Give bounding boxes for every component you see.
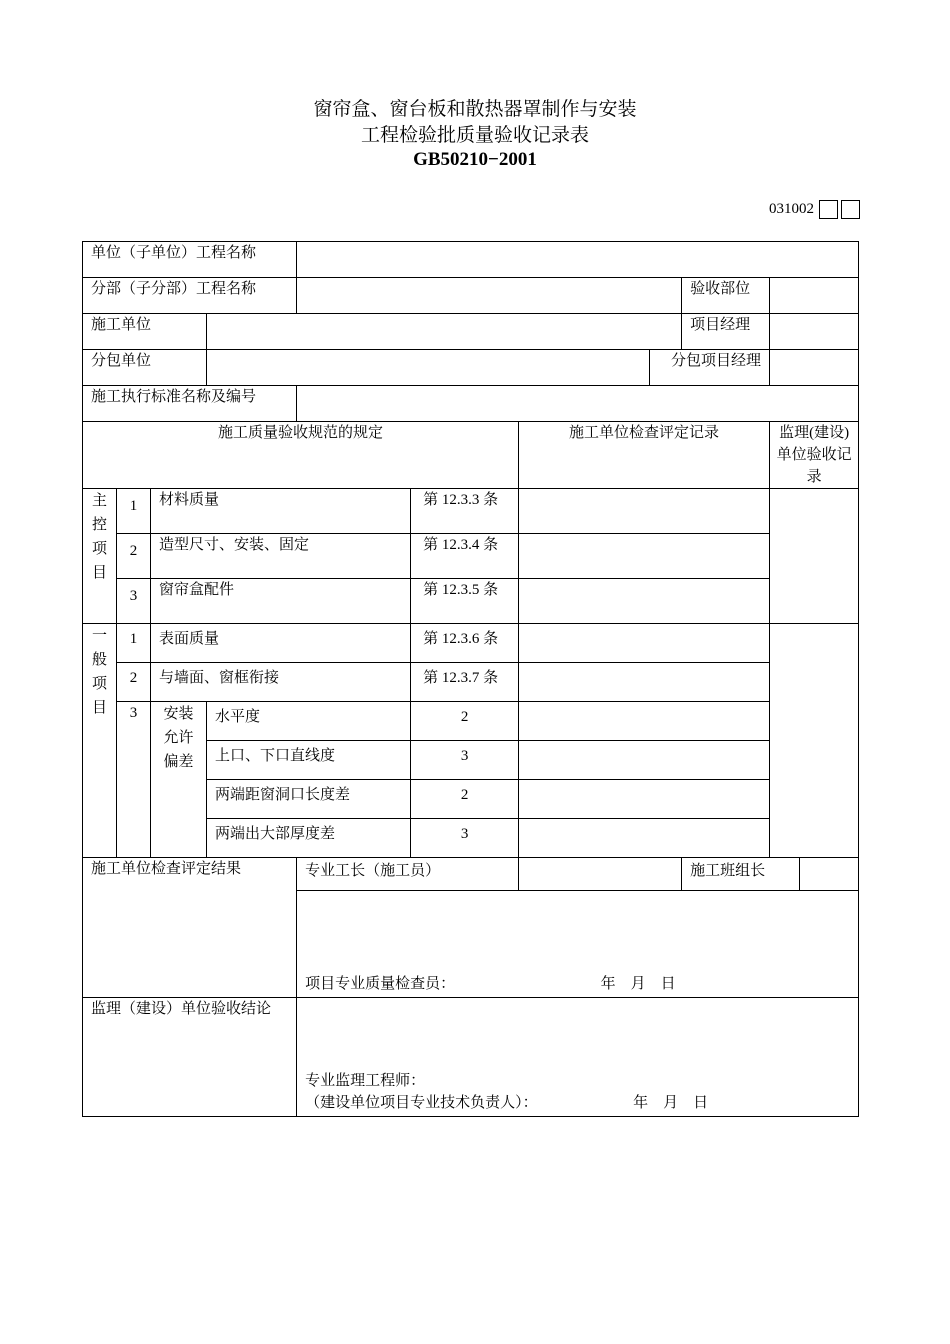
field-sub-project[interactable]	[297, 278, 682, 314]
tolerance-item-name: 水平度	[207, 702, 411, 741]
main-item-no: 1	[117, 489, 151, 534]
main-label-char: 项	[91, 541, 107, 557]
tolerance-label-part: 安装	[163, 706, 194, 722]
main-label-char: 目	[91, 565, 107, 581]
conclusion-engineer-label: 专业监理工程师：	[305, 1073, 426, 1089]
main-item-check-record[interactable]	[519, 489, 770, 534]
main-item-no: 2	[117, 534, 151, 579]
tolerance-item-name: 两端出大部厚度差	[207, 819, 411, 858]
main-item-name: 造型尺寸、安装、固定	[151, 534, 411, 579]
tolerance-check-record[interactable]	[519, 741, 770, 780]
general-items-supervision-record[interactable]	[770, 624, 859, 858]
general-items-label	[83, 624, 117, 858]
general-item-check-record[interactable]	[519, 663, 770, 702]
main-item-no: 3	[117, 579, 151, 624]
field-sub-project-manager[interactable]	[770, 350, 859, 386]
label-acceptance-part: 验收部位	[682, 278, 770, 314]
general-item-check-record[interactable]	[519, 624, 770, 663]
general-label-char: 目	[91, 700, 107, 716]
form-code-number: 031002	[769, 201, 814, 217]
tolerance-check-record[interactable]	[519, 819, 770, 858]
main-item-check-record[interactable]	[519, 534, 770, 579]
label-unit-project: 单位（子单位）工程名称	[83, 242, 297, 278]
result-team-leader-field[interactable]	[800, 858, 859, 891]
label-standard: 施工执行标准名称及编号	[83, 386, 297, 422]
result-date: 年 月 日	[600, 976, 676, 992]
form-code	[769, 200, 860, 219]
field-acceptance-part[interactable]	[770, 278, 859, 314]
title-standard-code: GB50210−2001	[413, 149, 537, 170]
tolerance-label-part: 允许	[163, 730, 194, 746]
general-item-clause: 第 12.3.7 条	[411, 663, 519, 702]
col-heading-supervision: 监理(建设)单位验收记录	[770, 422, 859, 489]
main-items-label	[83, 489, 117, 624]
main-items-supervision-record[interactable]	[770, 489, 859, 624]
label-sub-project-manager: 分包项目经理	[650, 350, 770, 386]
tolerance-item-value: 2	[411, 702, 519, 741]
tolerance-item-value: 2	[411, 780, 519, 819]
general-label-char: 一	[91, 628, 107, 644]
main-label-char: 主	[91, 493, 107, 509]
field-standard[interactable]	[297, 386, 859, 422]
main-item-name: 材料质量	[151, 489, 411, 534]
main-label-char: 控	[91, 517, 107, 533]
label-subcontractor: 分包单位	[83, 350, 207, 386]
conclusion-owner-label: （建设单位项目专业技术负责人）：	[305, 1095, 538, 1111]
main-item-clause: 第 12.3.5 条	[411, 579, 519, 624]
conclusion-date: 年 月 日	[633, 1095, 709, 1111]
tolerance-label	[151, 702, 207, 858]
result-inspector-label: 项目专业质量检查员：	[305, 976, 456, 992]
col-heading-spec: 施工质量验收规范的规定	[83, 422, 519, 489]
tolerance-item-value: 3	[411, 819, 519, 858]
field-unit-project[interactable]	[297, 242, 859, 278]
tolerance-item-value: 3	[411, 741, 519, 780]
tolerance-item-name: 两端距窗洞口长度差	[207, 780, 411, 819]
tolerance-item-name: 上口、下口直线度	[207, 741, 411, 780]
label-sub-project: 分部（子分部）工程名称	[83, 278, 297, 314]
tolerance-no: 3	[117, 702, 151, 858]
result-team-leader-label: 施工班组长	[682, 858, 800, 891]
title-line-1: 窗帘盒、窗台板和散热器罩制作与安装	[313, 98, 637, 120]
result-foreman-field[interactable]	[519, 858, 682, 891]
tolerance-check-record[interactable]	[519, 780, 770, 819]
label-construction-unit: 施工单位	[83, 314, 207, 350]
general-item-no: 1	[117, 624, 151, 663]
result-foreman-label: 专业工长（施工员）	[297, 858, 519, 891]
general-label-char: 般	[91, 652, 107, 668]
tolerance-label-part: 偏差	[163, 754, 194, 770]
general-item-clause: 第 12.3.6 条	[411, 624, 519, 663]
title-line-2: 工程检验批质量验收记录表	[360, 124, 589, 146]
main-item-clause: 第 12.3.4 条	[411, 534, 519, 579]
field-subcontractor[interactable]	[207, 350, 650, 386]
code-box-2[interactable]	[841, 200, 860, 219]
general-item-no: 2	[117, 663, 151, 702]
col-heading-check-record: 施工单位检查评定记录	[519, 422, 770, 489]
main-item-clause: 第 12.3.3 条	[411, 489, 519, 534]
general-label-char: 项	[91, 676, 107, 692]
field-project-manager[interactable]	[770, 314, 859, 350]
general-item-name: 表面质量	[151, 624, 411, 663]
result-label: 施工单位检查评定结果	[83, 858, 297, 998]
label-project-manager: 项目经理	[682, 314, 770, 350]
general-item-name: 与墙面、窗框衔接	[151, 663, 411, 702]
conclusion-label: 监理（建设）单位验收结论	[83, 998, 297, 1117]
field-construction-unit[interactable]	[207, 314, 682, 350]
conclusion-sign-area[interactable]	[297, 998, 859, 1117]
code-box-1[interactable]	[819, 200, 838, 219]
main-item-check-record[interactable]	[519, 579, 770, 624]
inspection-form-table-main	[82, 241, 859, 1117]
tolerance-check-record[interactable]	[519, 702, 770, 741]
result-sign-area[interactable]	[297, 891, 859, 998]
main-item-name: 窗帘盒配件	[151, 579, 411, 624]
